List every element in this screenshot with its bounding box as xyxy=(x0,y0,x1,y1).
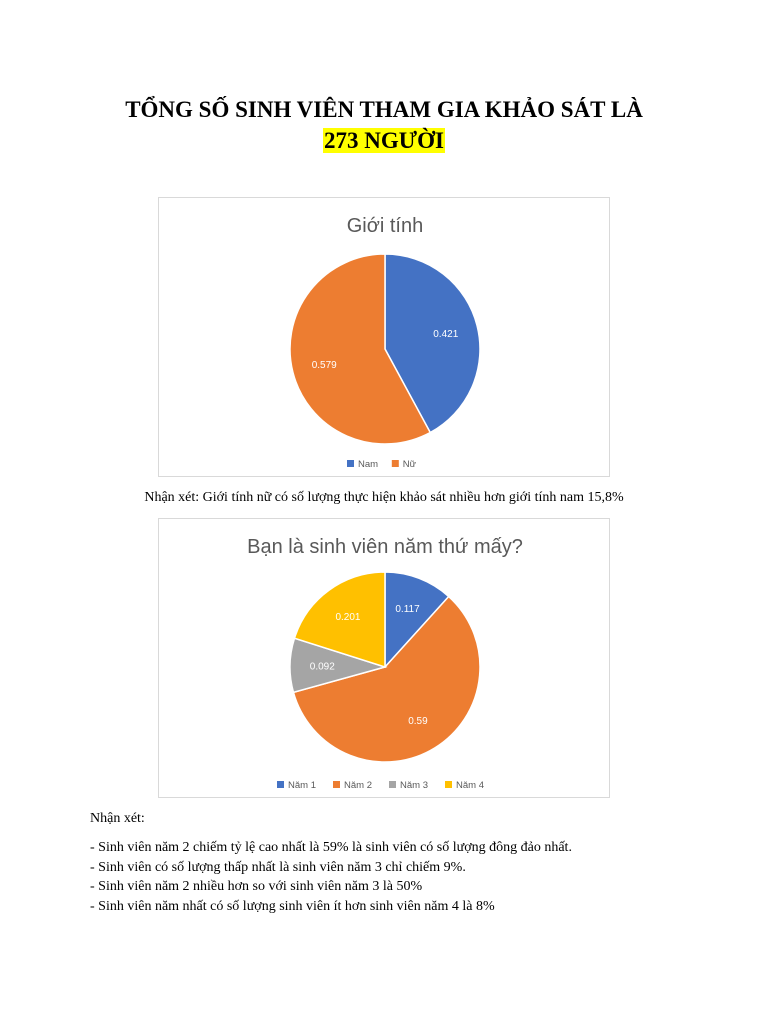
data-label-nam-4: 0.201 xyxy=(335,611,361,623)
legend-label-nu: Nữ xyxy=(402,459,417,470)
gender-comment: Nhận xét: Giới tính nữ có số lượng thực hiện khảo sát nhiều hơn giới tính nam 15,8% xyxy=(144,490,624,505)
legend-swatch-nam-3 xyxy=(389,781,396,788)
year-comment-item: - Sinh viên có số lượng thấp nhất là sinh viên năm 3 chỉ chiếm 9%. xyxy=(90,859,466,875)
legend-swatch-nam-2 xyxy=(333,781,340,788)
chart-legend xyxy=(347,459,417,470)
year-pie-chart xyxy=(158,518,610,798)
chart-title: Bạn là sinh viên năm thứ mấy? xyxy=(247,536,523,558)
year-comment-item: - Sinh viên năm 2 chiếm tỷ lệ cao nhất là 59% là sinh viên có số lượng đông đảo nhất. xyxy=(90,840,572,855)
year-comment-item: - Sinh viên năm nhất có số lượng sinh viên ít hơn sinh viên năm 4 là 8% xyxy=(90,898,495,914)
data-label-nam-1: 0.117 xyxy=(395,603,420,615)
legend-swatch-nam-4 xyxy=(445,781,452,788)
year-comment-heading: Nhận xét: xyxy=(90,811,145,826)
year-pie-svg xyxy=(159,519,609,797)
data-label-nam: 0.421 xyxy=(433,329,459,341)
legend-label-nam-3: Năm 3 xyxy=(400,780,428,791)
gender-pie-chart xyxy=(158,197,610,477)
year-comment-list xyxy=(90,838,730,916)
legend-label-nam-4: Năm 4 xyxy=(456,780,484,791)
legend-label-nam-1: Năm 1 xyxy=(288,780,316,791)
data-label-nam-2: 0.59 xyxy=(408,715,428,727)
legend-label-nam: Nam xyxy=(358,459,379,470)
legend-swatch-nam-1 xyxy=(277,781,284,788)
data-label-nam-3: 0.092 xyxy=(309,661,335,673)
legend-swatch-nam xyxy=(347,460,354,467)
year-comment-item: - Sinh viên năm 2 nhiều hơn so với sinh viên năm 3 là 50% xyxy=(90,879,423,894)
chart-title: Giới tính xyxy=(346,215,424,237)
title-line-2-highlight: 273 NGƯỜI xyxy=(324,128,444,153)
chart-legend xyxy=(277,780,484,791)
page-title xyxy=(0,94,768,156)
legend-label-nam-2: Năm 2 xyxy=(344,780,372,791)
data-label-nu: 0.579 xyxy=(311,359,337,371)
title-line-1: TỔNG SỐ SINH VIÊN THAM GIA KHẢO SÁT LÀ xyxy=(125,97,643,122)
legend-swatch-nu xyxy=(392,460,399,467)
gender-pie-svg xyxy=(159,198,609,476)
